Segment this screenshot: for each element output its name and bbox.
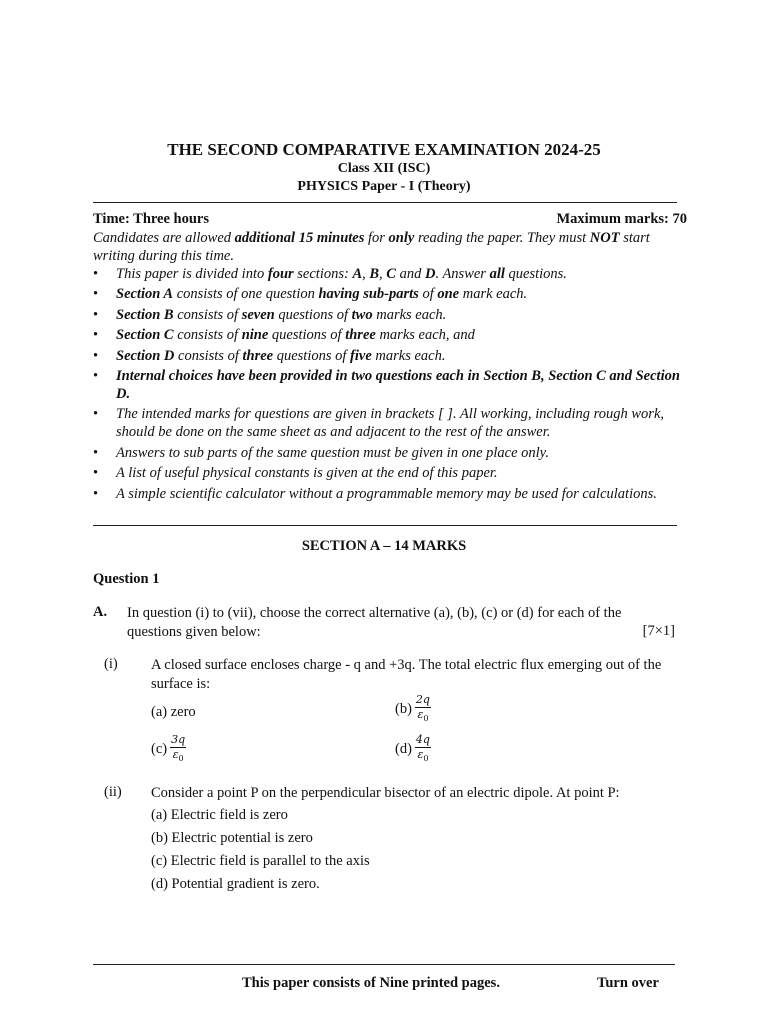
question-ii-option-b: (b) Electric potential is zero <box>151 830 313 846</box>
class-line: Class XII (ISC) <box>337 161 431 176</box>
bullet-icon: • <box>93 347 99 364</box>
instruction-item: • This paper is divided into four sections: A, B, C and D. Answer all questions. <box>93 266 567 282</box>
bullet-icon: • <box>93 444 99 461</box>
question-i-number: (i) <box>104 656 118 672</box>
max-marks-label: Maximum marks: 70 <box>556 211 687 227</box>
instruction-item: • Answers to sub parts of the same question must be given in one place only. <box>93 444 549 461</box>
exam-title: THE SECOND COMPARATIVE EXAMINATION 2024-25 <box>167 140 601 159</box>
instruction-item: • Section D consists of three questions of five marks each. <box>93 347 446 364</box>
instructions-list <box>93 265 683 505</box>
question-i-text: A closed surface encloses charge - q and +3q. The total electric flux emerging out of the surface is: <box>151 657 662 692</box>
page-count-note: This paper consists of Nine printed pages. <box>242 975 500 991</box>
question-ii-option-d: (d) Potential gradient is zero. <box>151 876 320 892</box>
instruction-item: • Section C consists of nine questions of three marks each, and <box>93 327 475 344</box>
question-i-option-c: (c) $\frac{3q}{\varepsilon_0}$ <box>151 733 186 764</box>
paper-line: PHYSICS Paper - I (Theory) <box>297 179 471 194</box>
exam-meta-row <box>93 211 687 228</box>
bullet-icon: • <box>93 266 99 282</box>
question-1-label: Question 1 <box>93 571 160 587</box>
instruction-item: • Section A consists of one question having sub-parts of one mark each. <box>93 286 528 303</box>
question-i-option-a: (a) zero <box>151 704 196 720</box>
instruction-item: • A simple scientific calculator without a programmable memory may be used for calculations. <box>93 485 657 502</box>
fraction-2q-over-epsilon0: $\frac{2q}{\varepsilon_0}$ <box>415 693 430 724</box>
question-ii-option-a: (a) Electric field is zero <box>151 807 288 823</box>
instruction-item: • The intended marks for questions are given in brackets [ ]. All working, including rough work, should be done on the same sheet as and adjacent to the rest of the answer. <box>93 406 665 441</box>
turn-over-note: Turn over <box>597 975 659 991</box>
part-a-marks: [7×1] <box>642 623 675 639</box>
question-ii-number: (ii) <box>104 784 122 800</box>
bullet-icon: • <box>93 465 99 482</box>
instruction-item: • Section B consists of seven questions of two marks each. <box>93 306 447 323</box>
bullet-icon: • <box>93 485 99 502</box>
fraction-3q-over-epsilon0: $\frac{3q}{\varepsilon_0}$ <box>171 733 186 764</box>
section-a-heading: SECTION A – 14 MARKS <box>301 538 467 554</box>
part-a-label: A. <box>93 604 108 620</box>
question-ii-text: Consider a point P on the perpendicular bisector of an electric dipole. At point P: <box>151 785 620 801</box>
header-rule <box>93 202 677 203</box>
reading-time-note: Candidates are allowed additional 15 minutes for only reading the paper. They must NOT start writing during this time. <box>93 230 650 264</box>
instructions-rule <box>93 525 677 526</box>
bullet-icon: • <box>93 327 99 344</box>
instruction-item: • Internal choices have been provided in two questions each in Section B, Section C and Section D. <box>93 367 680 402</box>
question-i-option-d: (d) $\frac{4q}{\varepsilon_0}$ <box>395 733 430 764</box>
bullet-icon: • <box>93 306 99 323</box>
instruction-item: • A list of useful physical constants is given at the end of this paper. <box>93 465 498 482</box>
question-ii-option-c: (c) Electric field is parallel to the axis <box>151 853 370 869</box>
bullet-icon: • <box>93 286 99 303</box>
bullet-icon: • <box>93 367 99 384</box>
fraction-4q-over-epsilon0: $\frac{4q}{\varepsilon_0}$ <box>415 733 430 764</box>
time-label: Time: Three hours <box>93 211 210 227</box>
part-a-instructions: In question (i) to (vii), choose the correct alternative (a), (b), (c) or (d) for each of the questions given below: <box>127 605 622 640</box>
question-i-option-b: (b) $\frac{2q}{\varepsilon_0}$ <box>395 693 430 724</box>
bullet-icon: • <box>93 406 99 423</box>
footer-rule <box>93 964 675 965</box>
